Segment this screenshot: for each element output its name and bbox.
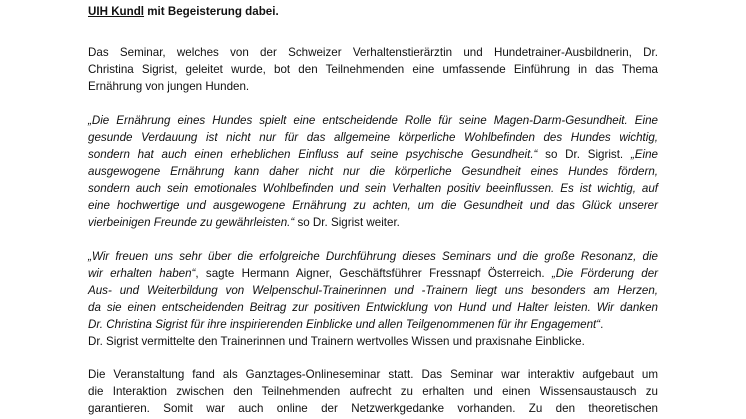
para3-line-5-period: . (600, 318, 604, 331)
para3-line-3: Aus- und Weiterbildung von Welpenschul-Trainerinnen und -Trainern liegt uns besonders am Herzen, (88, 284, 658, 297)
para3-line-5 (88, 317, 658, 333)
para2-line-3-quote-start: „Eine (630, 148, 658, 161)
para2-line-7-quote: vierbeinigen Freunde zu gewährleisten.“ (88, 216, 295, 229)
para2-line-7-attribution: so Dr. Sigrist weiter. (294, 216, 400, 229)
para3-line-2-quote-start: „Die Förderung der (551, 267, 658, 280)
para2-line-3 (88, 147, 658, 163)
para3-line-2-attribution: , sagte Hermann Aigner, Geschäftsführer Fressnapf Österreich. (195, 267, 552, 280)
para4-line-2: die Interaktion zwischen den Teilnehmenden aufrecht zu erhalten und einen Wissensaustausch zu (88, 385, 658, 398)
para2-line-2: gesunde Verdauung ist nicht nur für das allgemeine körperliche Wohlbefinden des Hundes wichtig, (88, 131, 658, 144)
para1-line-1: Das Seminar, welches von der Schweizer Verhaltenstierärztin und Hundetrainer-Ausbildnerin, Dr. (88, 46, 658, 59)
para4-line-1: Die Veranstaltung fand als Ganztages-Onlineseminar statt. Das Seminar war interaktiv aufgebaut um (88, 368, 658, 381)
para3-line-2 (88, 266, 658, 282)
para2-line-7 (88, 215, 658, 231)
para2-line-3-quote: sondern hat auch einen erheblichen Einfluss auf seine psychische Gesundheit.“ (88, 148, 538, 161)
para2-line-4: ausgewogene Ernährung kann daher nicht nur die körperliche Gesundheit eines Hundes fördern, (88, 165, 658, 178)
para2-line-1: „Die Ernährung eines Hundes spielt eine entscheidende Rolle für seine Magen-Darm-Gesundheit. Eine (88, 114, 658, 127)
para2-line-5: sondern auch sein emotionales Wohlbefinden und sein Verhalten positiv beeinflussen. Es ist wichtig, auf (88, 182, 658, 195)
para3-line-4: da sie einen entscheidenden Beitrag zur positiven Entwicklung von Hund und Halter leisten. Wir danken (88, 301, 658, 314)
uih-kundl-link[interactable]: UIH Kundl (88, 5, 145, 18)
para2-line-3-attribution: so Dr. Sigrist. (537, 148, 631, 161)
para1-line-2: Christina Sigrist, geleitet wurde, bot den Teilnehmenden eine umfassende Einführung in das Thema (88, 63, 658, 76)
intro-line (88, 4, 658, 20)
para2-line-6: eine hochwertige und ausgewogene Ernährung zu achten, um die Gesundheit und das Glück unserer (88, 199, 658, 212)
para1-line-3: Ernährung von jungen Hunden. (88, 80, 250, 93)
para3-line-1: „Wir freuen uns sehr über die erfolgreiche Durchführung dieses Seminars und die große Resonanz, die (88, 250, 658, 263)
intro-rest-text: mit Begeisterung dabei. (144, 5, 279, 18)
para3-line-5-quote: Dr. Christina Sigrist für ihre inspirierenden Einblicke und allen Teilgenommenen für ihr Engagement“ (88, 318, 601, 331)
para3-line-2-quote: wir erhalten haben“ (88, 267, 196, 280)
para3-line-6: Dr. Sigrist vermittelte den Trainerinnen und Trainern wertvolles Wissen und praxisnahe Einblicke. (88, 335, 585, 348)
para4-line-3: garantieren. Somit war auch online der Netzwerkgedanke vorhanden. Zu den theoretischen (88, 402, 658, 415)
